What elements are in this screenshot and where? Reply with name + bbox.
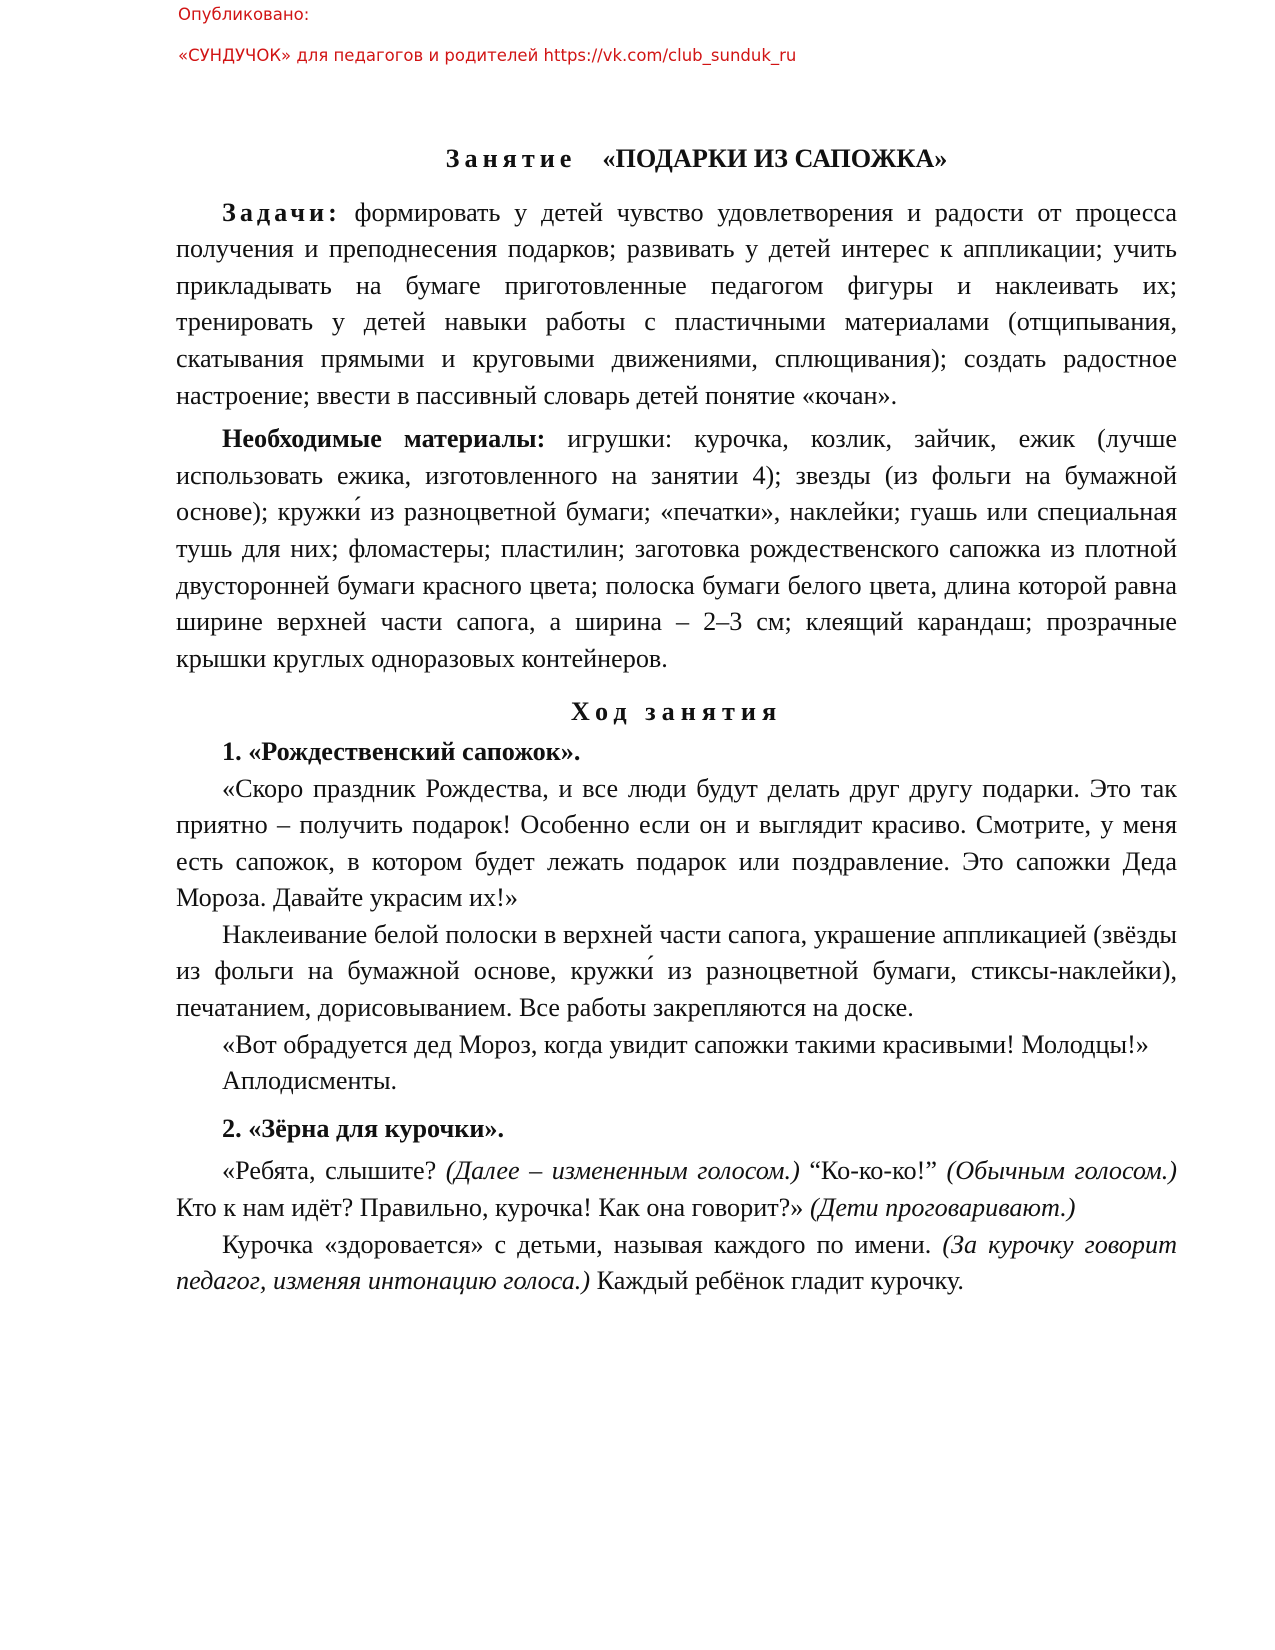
part2-p2-text-a: Курочка «здоровается» с детьми, называя каждого по имени. bbox=[222, 1229, 932, 1259]
materials-label: Необходимые материалы: bbox=[222, 424, 546, 454]
published-label: Опубликовано: bbox=[178, 5, 310, 24]
tasks-label: Задачи: bbox=[222, 197, 341, 227]
part2-p1-remark-b: (Обычным голосом.) bbox=[946, 1156, 1177, 1186]
lesson-label: Занятие bbox=[445, 144, 577, 173]
materials-paragraph bbox=[176, 421, 1177, 677]
tasks-text: формировать у детей чувство удовлетворения и радости от процесса получения и преподнесения подарков; развивать у детей интерес к аппликации; учить прикладывать на бумаге приготовленные педагогом фигуры и наклеивать их; тренировать у детей навыки работы с пластичными материалами (отщипывания, скатывания прямыми и круговыми движениями, сплющивания); создать радостное настроение; ввести в пассивный словарь детей понятие «кочан». bbox=[176, 197, 1177, 410]
part2-p2-text-b: Каждый ребёнок гладит курочку. bbox=[596, 1266, 964, 1296]
document-body bbox=[176, 141, 1177, 1300]
lesson-title bbox=[176, 141, 1177, 178]
lesson-title-text: «ПОДАРКИ ИЗ САПОЖКА» bbox=[602, 144, 948, 173]
part2-heading: 2. «Зёрна для курочки». bbox=[222, 1113, 505, 1143]
tasks-paragraph bbox=[176, 195, 1177, 415]
part2-p2-remark: (За курочку говорит педагог, изменяя интонацию голоса.) bbox=[176, 1229, 1177, 1296]
part1-paragraph-2: Наклеивание белой полоски в верхней части сапога, украшение аппликацией (звёзды из фольги на бумажной основе, кружки́ из разноцветной бумаги, стиксы-наклейки), печатанием, дорисовыванием. Все работы закрепляются на доске. bbox=[176, 919, 1177, 1023]
course-title: Ход занятия bbox=[570, 697, 783, 727]
materials-text: игрушки: курочка, козлик, зайчик, ежик (лучше использовать ежика, изготовленного на занятии 4); звезды (из фольги на бумажной основе); кружки́ из разноцветной бумаги; «печатки», наклейки; гуашь или специальная тушь для них; фломастеры; пластилин; заготовка рождественского сапожка из плотной двусторонней бумаги красного цвета; полоска бумаги белого цвета, длина которой равна ширине верхней части сапога, а ширина – 2–3 см; клеящий карандаш; прозрачные крышки круглых одноразовых контейнеров. bbox=[176, 424, 1177, 673]
part1-heading: 1. «Рождественский сапожок». bbox=[222, 736, 581, 766]
part2-p1-text-a: «Ребята, слышите? bbox=[222, 1156, 437, 1186]
part1-paragraph-3: «Вот обрадуется дед Мороз, когда увидит сапожки такими красивыми! Молодцы!» bbox=[222, 1029, 1149, 1059]
part2-p1-text-c: Кто к нам идёт? Правильно, курочка! Как она говорит?» bbox=[176, 1193, 804, 1223]
part2-paragraph-2 bbox=[176, 1227, 1177, 1300]
source-line: «СУНДУЧОК» для педагогов и родителей https://vk.com/club_sunduk_ru bbox=[178, 46, 797, 65]
part2-p1-text-b: “Ко-ко-ко!” bbox=[809, 1156, 937, 1186]
part2-p1-remark-a: (Далее – измененным голосом.) bbox=[445, 1156, 800, 1186]
part2-paragraph-1 bbox=[176, 1153, 1177, 1226]
part1-paragraph-1: «Скоро праздник Рождества, и все люди будут делать друг другу подарки. Это так приятно – получить подарок! Особенно если он и выглядит красиво. Смотрите, у меня есть сапожок, в котором будет лежать подарок или поздравление. Это сапожки Деда Мороза. Давайте украсим их!» bbox=[176, 773, 1177, 913]
part2-p1-remark-c: (Дети проговаривают.) bbox=[809, 1193, 1076, 1223]
part1-paragraph-4: Аплодисменты. bbox=[222, 1066, 398, 1096]
